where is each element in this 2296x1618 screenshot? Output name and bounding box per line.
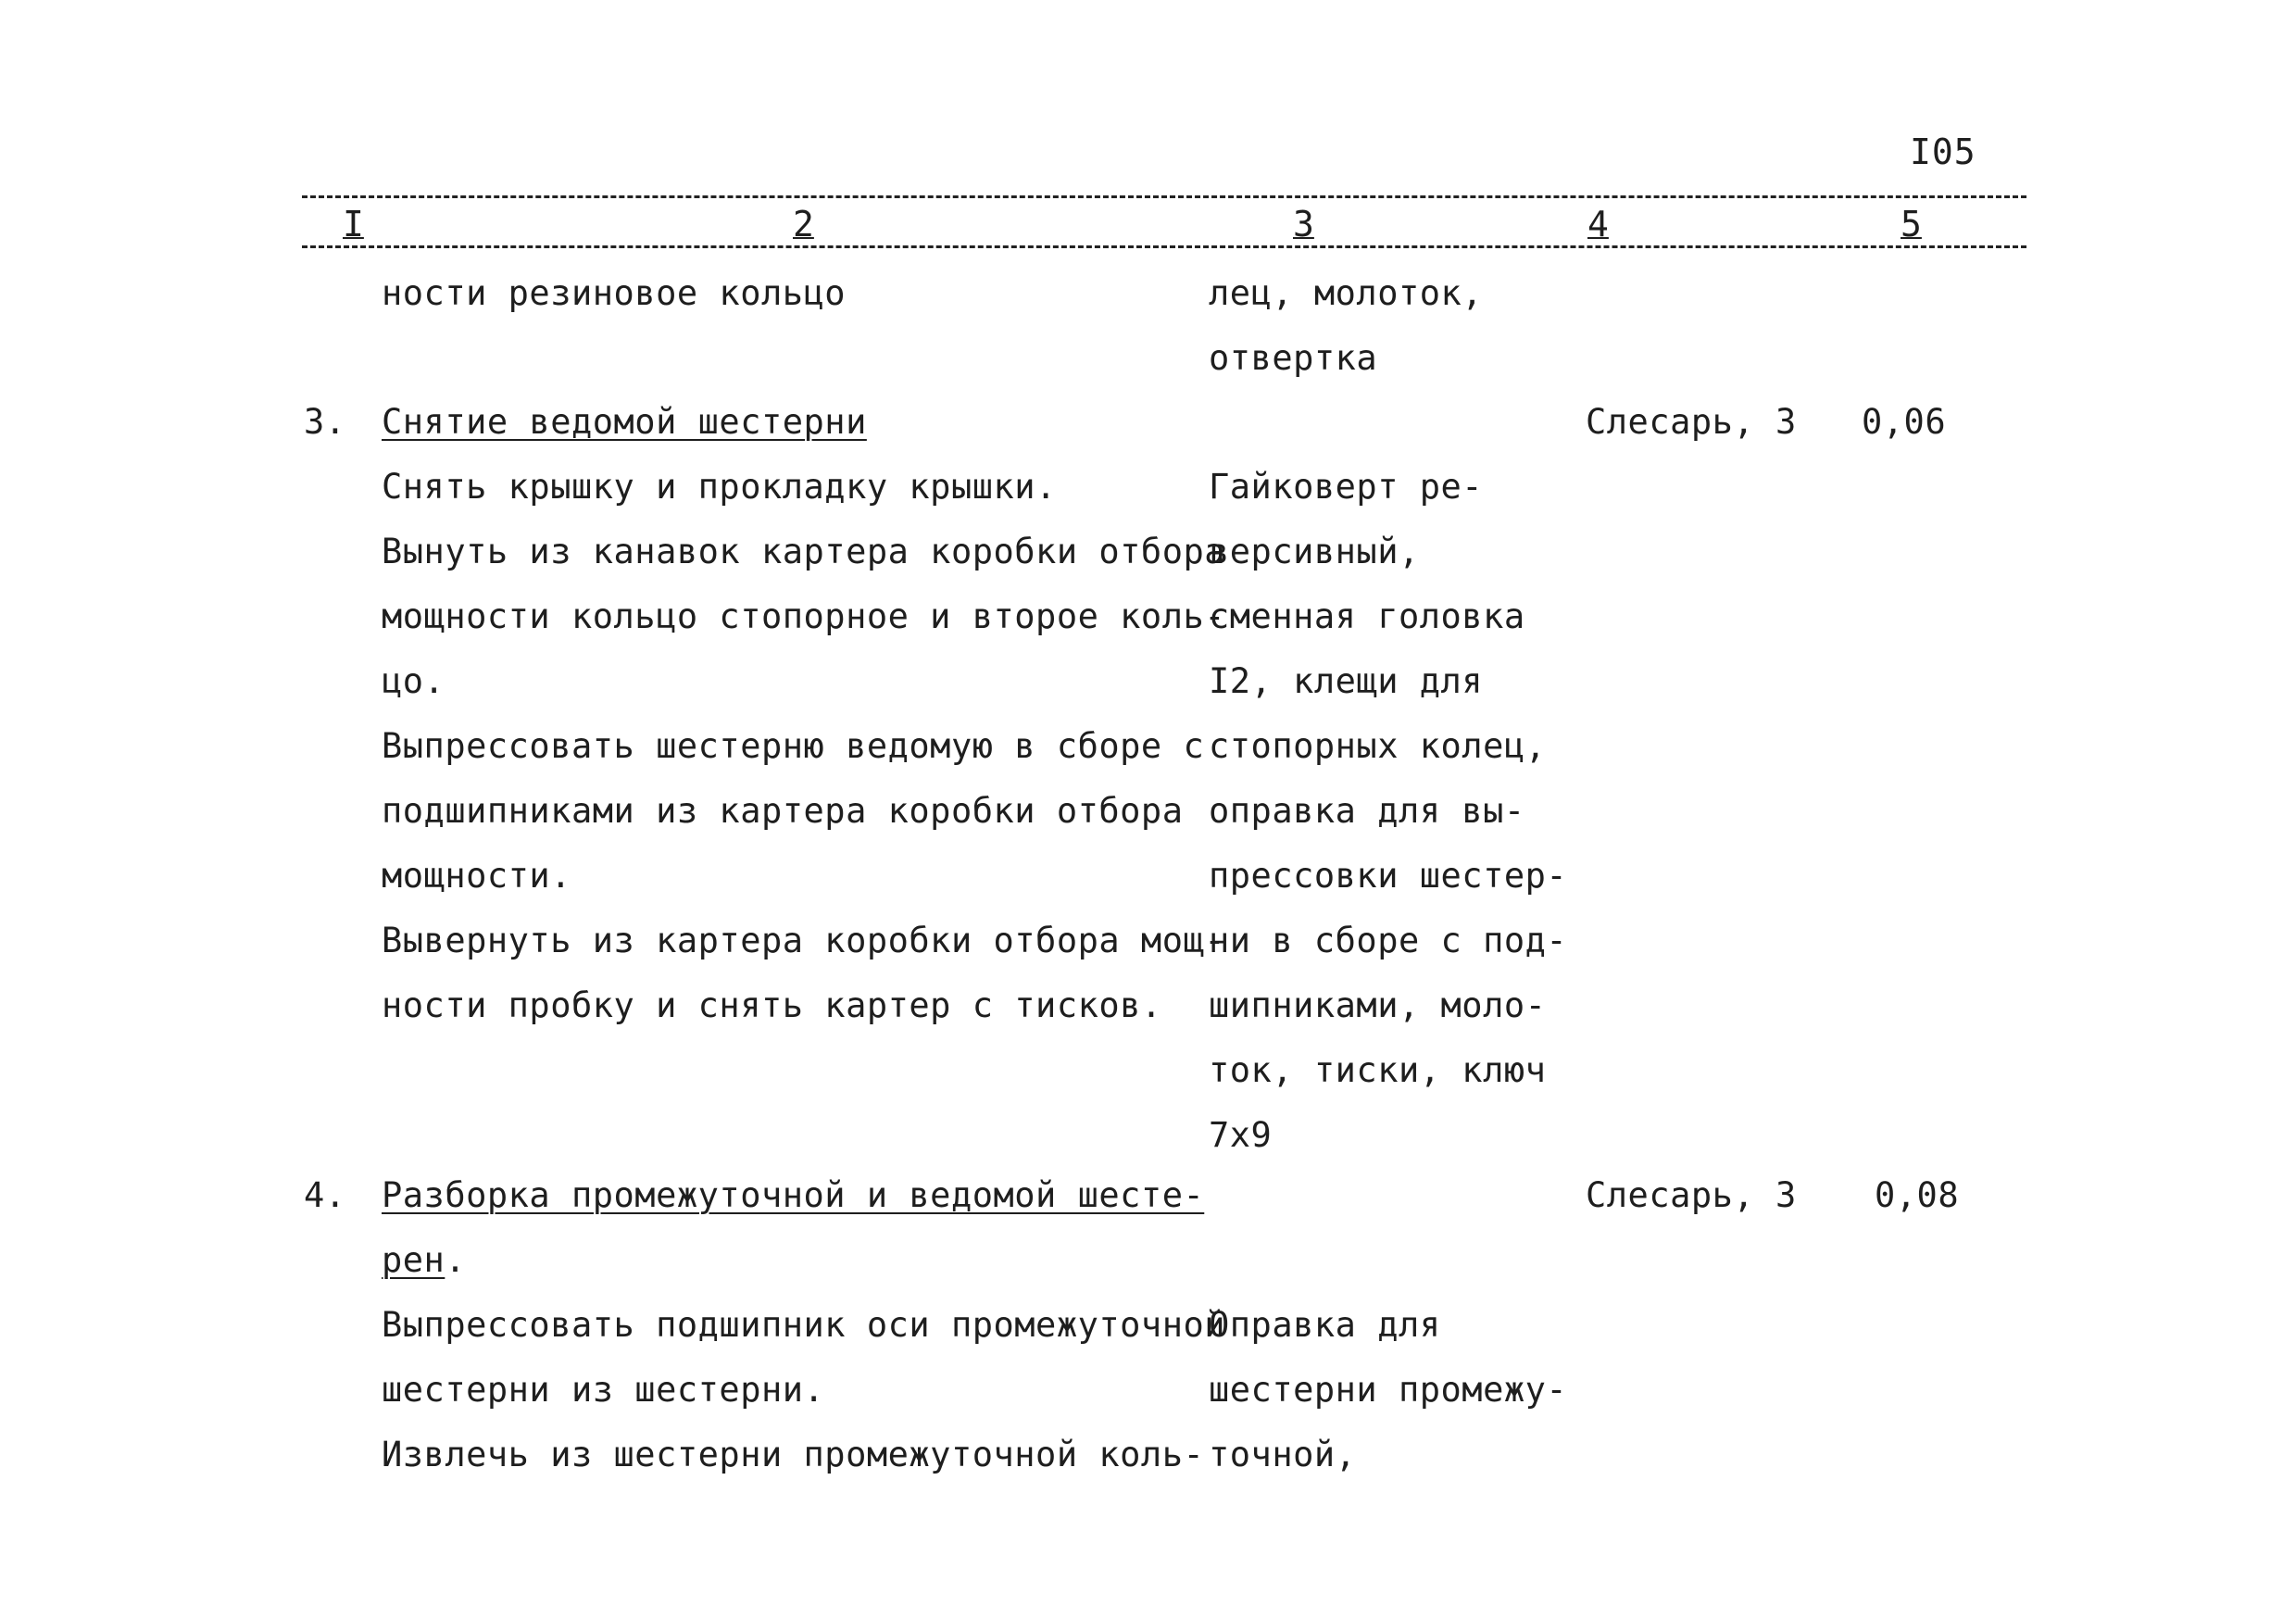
time-norm: 0,08 [1875, 1175, 1960, 1215]
tools-line: оправка для вы- [1209, 791, 1525, 831]
tools-line: Гайковерт ре- [1209, 467, 1484, 507]
tools-line: стопорных колец, [1209, 726, 1547, 766]
operation-text-line: Выпрессовать шестерню ведомую в сборе с [382, 726, 1205, 766]
section-title-line-2-text: рен [382, 1240, 445, 1280]
column-number-5: 5 [1897, 204, 1926, 245]
operation-text-line: мощности кольцо стопорное и второе коль- [382, 596, 1226, 636]
column-number-1: I [339, 204, 368, 245]
section-title-line-2-period: . [445, 1240, 467, 1280]
worker-grade: Слесарь, 3 [1586, 402, 1797, 442]
operation-text-line: цо. [382, 661, 445, 701]
operation-text-line: Извлечь из шестерни промежуточной коль- [382, 1435, 1205, 1474]
operation-text-line: Выпрессовать подшипник оси промежуточной [382, 1305, 1226, 1345]
section-title-line-1: Разборка промежуточной и ведомой шесте- [382, 1175, 1205, 1215]
table-header-bottom-rule [302, 245, 2026, 248]
tools-line: прессовки шестер- [1209, 856, 1568, 896]
continued-tools-line-1: лец, молоток, [1209, 273, 1484, 313]
tools-line: сменная головка [1209, 596, 1525, 636]
column-number-3: 3 [1289, 204, 1318, 245]
operation-text-line: Снять крышку и прокладку крышки. [382, 467, 1057, 507]
continued-operation-text: ности резиновое кольцо [382, 273, 847, 313]
tools-line: I2, клещи для [1209, 661, 1484, 701]
column-number-4: 4 [1584, 204, 1612, 245]
tools-line: версивный, [1209, 532, 1420, 571]
time-norm: 0,06 [1862, 402, 1947, 442]
worker-grade: Слесарь, 3 [1586, 1175, 1797, 1215]
tools-line: ток, тиски, ключ [1209, 1050, 1547, 1090]
operation-text-line: Вывернуть из картера коробки отбора мощ- [382, 921, 1226, 960]
section-title-line-2 [382, 1228, 466, 1293]
tools-line: точной, [1209, 1435, 1357, 1474]
operation-text-line: ности пробку и снять картер с тисков. [382, 985, 1162, 1025]
continued-tools-line-2: отвертка [1209, 338, 1378, 378]
table-header-top-rule [302, 195, 2026, 198]
operation-text-line: мощности. [382, 856, 571, 896]
operation-text-line: Вынуть из канавок картера коробки отбора [382, 532, 1226, 571]
section-title: Снятие ведомой шестерни [382, 402, 867, 442]
section-number: 4. [304, 1175, 346, 1215]
tools-line: шипниками, моло- [1209, 985, 1547, 1025]
page-number: I05 [1910, 132, 1976, 172]
tools-line: 7х9 [1209, 1115, 1273, 1155]
tools-line: Оправка для [1209, 1305, 1441, 1345]
operation-text-line: шестерни из шестерни. [382, 1370, 825, 1410]
section-number: 3. [304, 402, 346, 442]
tools-line: шестерни промежу- [1209, 1370, 1568, 1410]
tools-line: ни в сборе с под- [1209, 921, 1568, 960]
column-number-2: 2 [789, 204, 818, 245]
operation-text-line: подшипниками из картера коробки отбора [382, 791, 1184, 831]
